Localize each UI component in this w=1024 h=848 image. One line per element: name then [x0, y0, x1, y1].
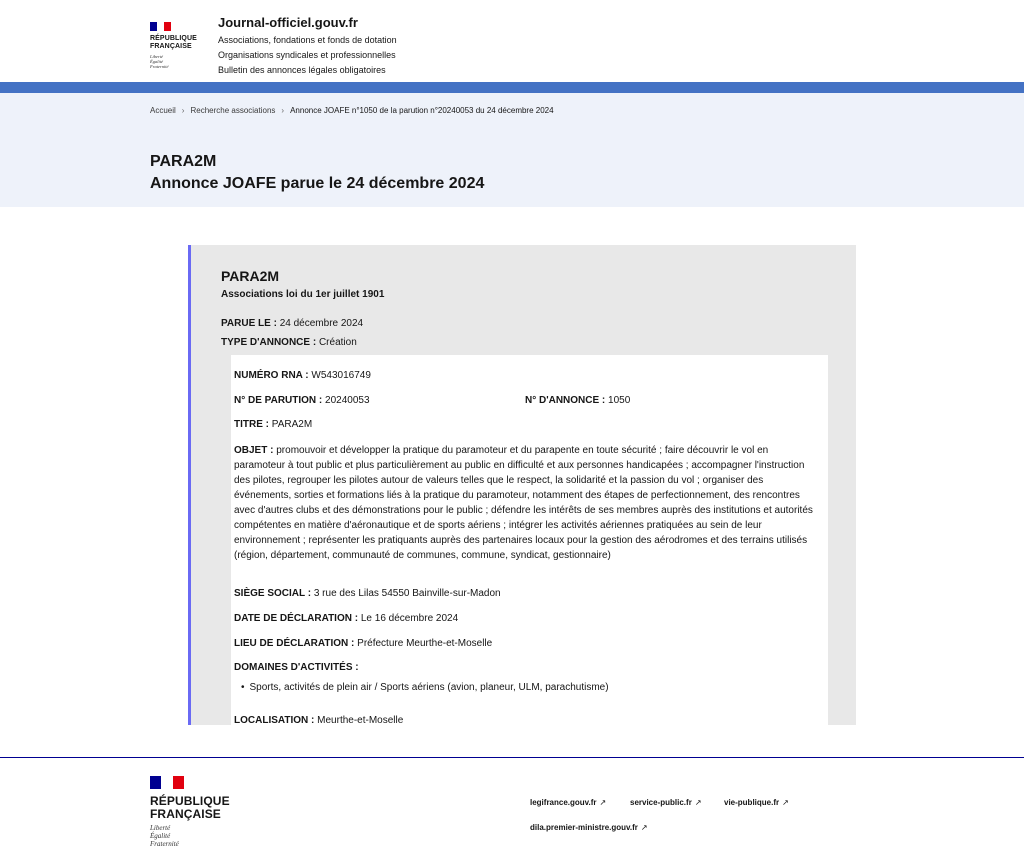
footer-devise-egalite: Égalité: [150, 832, 171, 840]
footer-devise-fraternite: Fraternité: [150, 840, 179, 848]
devise-liberte: Liberté: [150, 54, 163, 59]
footer-republique-francaise-logo[interactable]: [150, 776, 230, 848]
type-annonce: [221, 337, 357, 348]
footer-link-service-public[interactable]: [630, 798, 702, 807]
annonce-label: N° D'ANNONCE :: [525, 395, 606, 406]
type-value: Création: [318, 337, 357, 348]
titre-label: TITRE :: [234, 419, 269, 430]
page-title-line1: PARA2M: [150, 153, 217, 170]
lieu-decl-label: LIEU DE DÉCLARATION :: [234, 638, 355, 649]
header-accent-bar: [0, 82, 1024, 93]
footer-logo-line1: RÉPUBLIQUE: [150, 794, 230, 808]
lieu-declaration: [234, 636, 492, 651]
footer-logo-line2: FRANÇAISE: [150, 807, 221, 821]
footer-link-label: vie-publique.fr: [724, 798, 780, 807]
date-decl-value: Le 16 décembre 2024: [360, 613, 459, 624]
footer-link-legifrance[interactable]: [530, 798, 606, 807]
bullet-icon: •: [241, 682, 245, 693]
numero-parution: [234, 393, 370, 408]
footer-divider: [0, 757, 1024, 758]
footer-link-dila[interactable]: [530, 823, 648, 832]
titre: [234, 417, 312, 432]
objet: [234, 443, 819, 563]
date-decl-label: DATE DE DÉCLARATION :: [234, 613, 359, 624]
parution-value: 20240053: [325, 395, 370, 406]
footer-devise-liberte: Liberté: [150, 824, 171, 832]
devise-egalite: Égalité: [150, 59, 163, 64]
annonce-card: [188, 245, 856, 725]
external-link-icon: ↗: [640, 823, 648, 832]
page-title-line2: Annonce JOAFE parue le 24 décembre 2024: [150, 175, 485, 192]
siege-label: SIÈGE SOCIAL :: [234, 588, 312, 599]
siege-social: [234, 586, 501, 601]
objet-label: OBJET :: [234, 445, 274, 456]
footer-link-vie-publique[interactable]: [724, 798, 789, 807]
rna-value: W543016749: [311, 370, 371, 381]
site-header: [0, 0, 1024, 82]
page-title: [150, 151, 484, 195]
parue-label: PARUE LE :: [221, 318, 277, 329]
marianne-flag-icon: [150, 776, 184, 789]
breadcrumb: [150, 106, 554, 115]
type-label: TYPE D'ANNONCE :: [221, 337, 317, 348]
breadcrumb-separator-icon: ›: [181, 106, 185, 115]
footer-link-label: service-public.fr: [630, 798, 692, 807]
breadcrumb-home[interactable]: Accueil: [150, 106, 176, 115]
parue-le: [221, 318, 363, 329]
domaines-label: DOMAINES D'ACTIVITÉS :: [234, 662, 359, 673]
marianne-flag-icon: [150, 22, 171, 31]
domaines-activites-label: [234, 660, 359, 675]
annonce-value: 1050: [608, 395, 631, 406]
siege-value: 3 rue des Lilas 54550 Bainville-sur-Madon: [313, 588, 501, 599]
site-subtitle-1: Associations, fondations et fonds de dotation: [218, 35, 397, 45]
external-link-icon: ↗: [694, 798, 702, 807]
external-link-icon: ↗: [599, 798, 607, 807]
annonce-details: [231, 355, 828, 725]
card-title: PARA2M: [221, 268, 280, 284]
external-link-icon: ↗: [782, 798, 789, 807]
date-declaration: [234, 611, 458, 626]
logo-text-line1: RÉPUBLIQUE: [150, 35, 197, 42]
localisation: [234, 713, 403, 725]
site-subtitle-3: Bulletin des annonces légales obligatoires: [218, 65, 386, 75]
numero-rna: [234, 368, 371, 383]
titre-value: PARA2M: [271, 419, 313, 430]
site-subtitle-2: Organisations syndicales et professionnelles: [218, 50, 396, 60]
localisation-value: Meurthe-et-Moselle: [317, 715, 404, 725]
objet-value: promouvoir et développer la pratique du paramoteur et du parapente en toute sécurité ; faire découvrir le vol en paramoteur à tout public et plus particulièrement au public en difficulté et aux personnes handicapées ; accompagner l'instruction des pilotes, regrouper les pilotes autour de valeurs telles que le respect, la solidarité et la passion du vol ; organiser des événements, sorties et formations liés à la pratique du paramoteur, notamment des étapes de perfectionnement, des rencontres avec d'autres clubs et des démonstrations pour le public ; défendre les intérêts de ses membres auprès des institutions et autorités compétentes en matière d'aéronautique et de sports aériens ; intégrer les activités aériennes pratiquées au sein de leur environnement ; représenter les pratiquants auprès des partenaires locaux pour la gestion des aérodromes et des terrains utilisés (région, département, communauté de communes, commune, syndicat, gestionnaire): [234, 445, 813, 561]
localisation-label: LOCALISATION :: [234, 715, 315, 725]
site-title[interactable]: Journal-officiel.gouv.fr: [218, 15, 358, 30]
breadcrumb-separator-icon: ›: [281, 106, 285, 115]
logo-text-line2: FRANÇAISE: [150, 43, 192, 50]
footer-link-label: legifrance.gouv.fr: [530, 798, 597, 807]
breadcrumb-search[interactable]: Recherche associations: [190, 106, 276, 115]
lieu-decl-value: Préfecture Meurthe-et-Moselle: [357, 638, 493, 649]
card-subtitle: Associations loi du 1er juillet 1901: [221, 289, 385, 300]
domaine-value: Sports, activités de plein air / Sports aériens (avion, planeur, ULM, parachutisme): [249, 682, 609, 693]
breadcrumb-current: Annonce JOAFE n°1050 de la parution n°20240053 du 24 décembre 2024: [290, 106, 554, 115]
devise-fraternite: Fraternité: [150, 64, 169, 69]
rna-label: NUMÉRO RNA :: [234, 370, 309, 381]
parue-value: 24 décembre 2024: [279, 318, 364, 329]
list-item: [241, 682, 609, 693]
parution-label: N° DE PARUTION :: [234, 395, 323, 406]
footer-link-label: dila.premier-ministre.gouv.fr: [530, 823, 638, 832]
republique-francaise-logo[interactable]: [150, 22, 210, 69]
numero-annonce: [525, 393, 630, 408]
